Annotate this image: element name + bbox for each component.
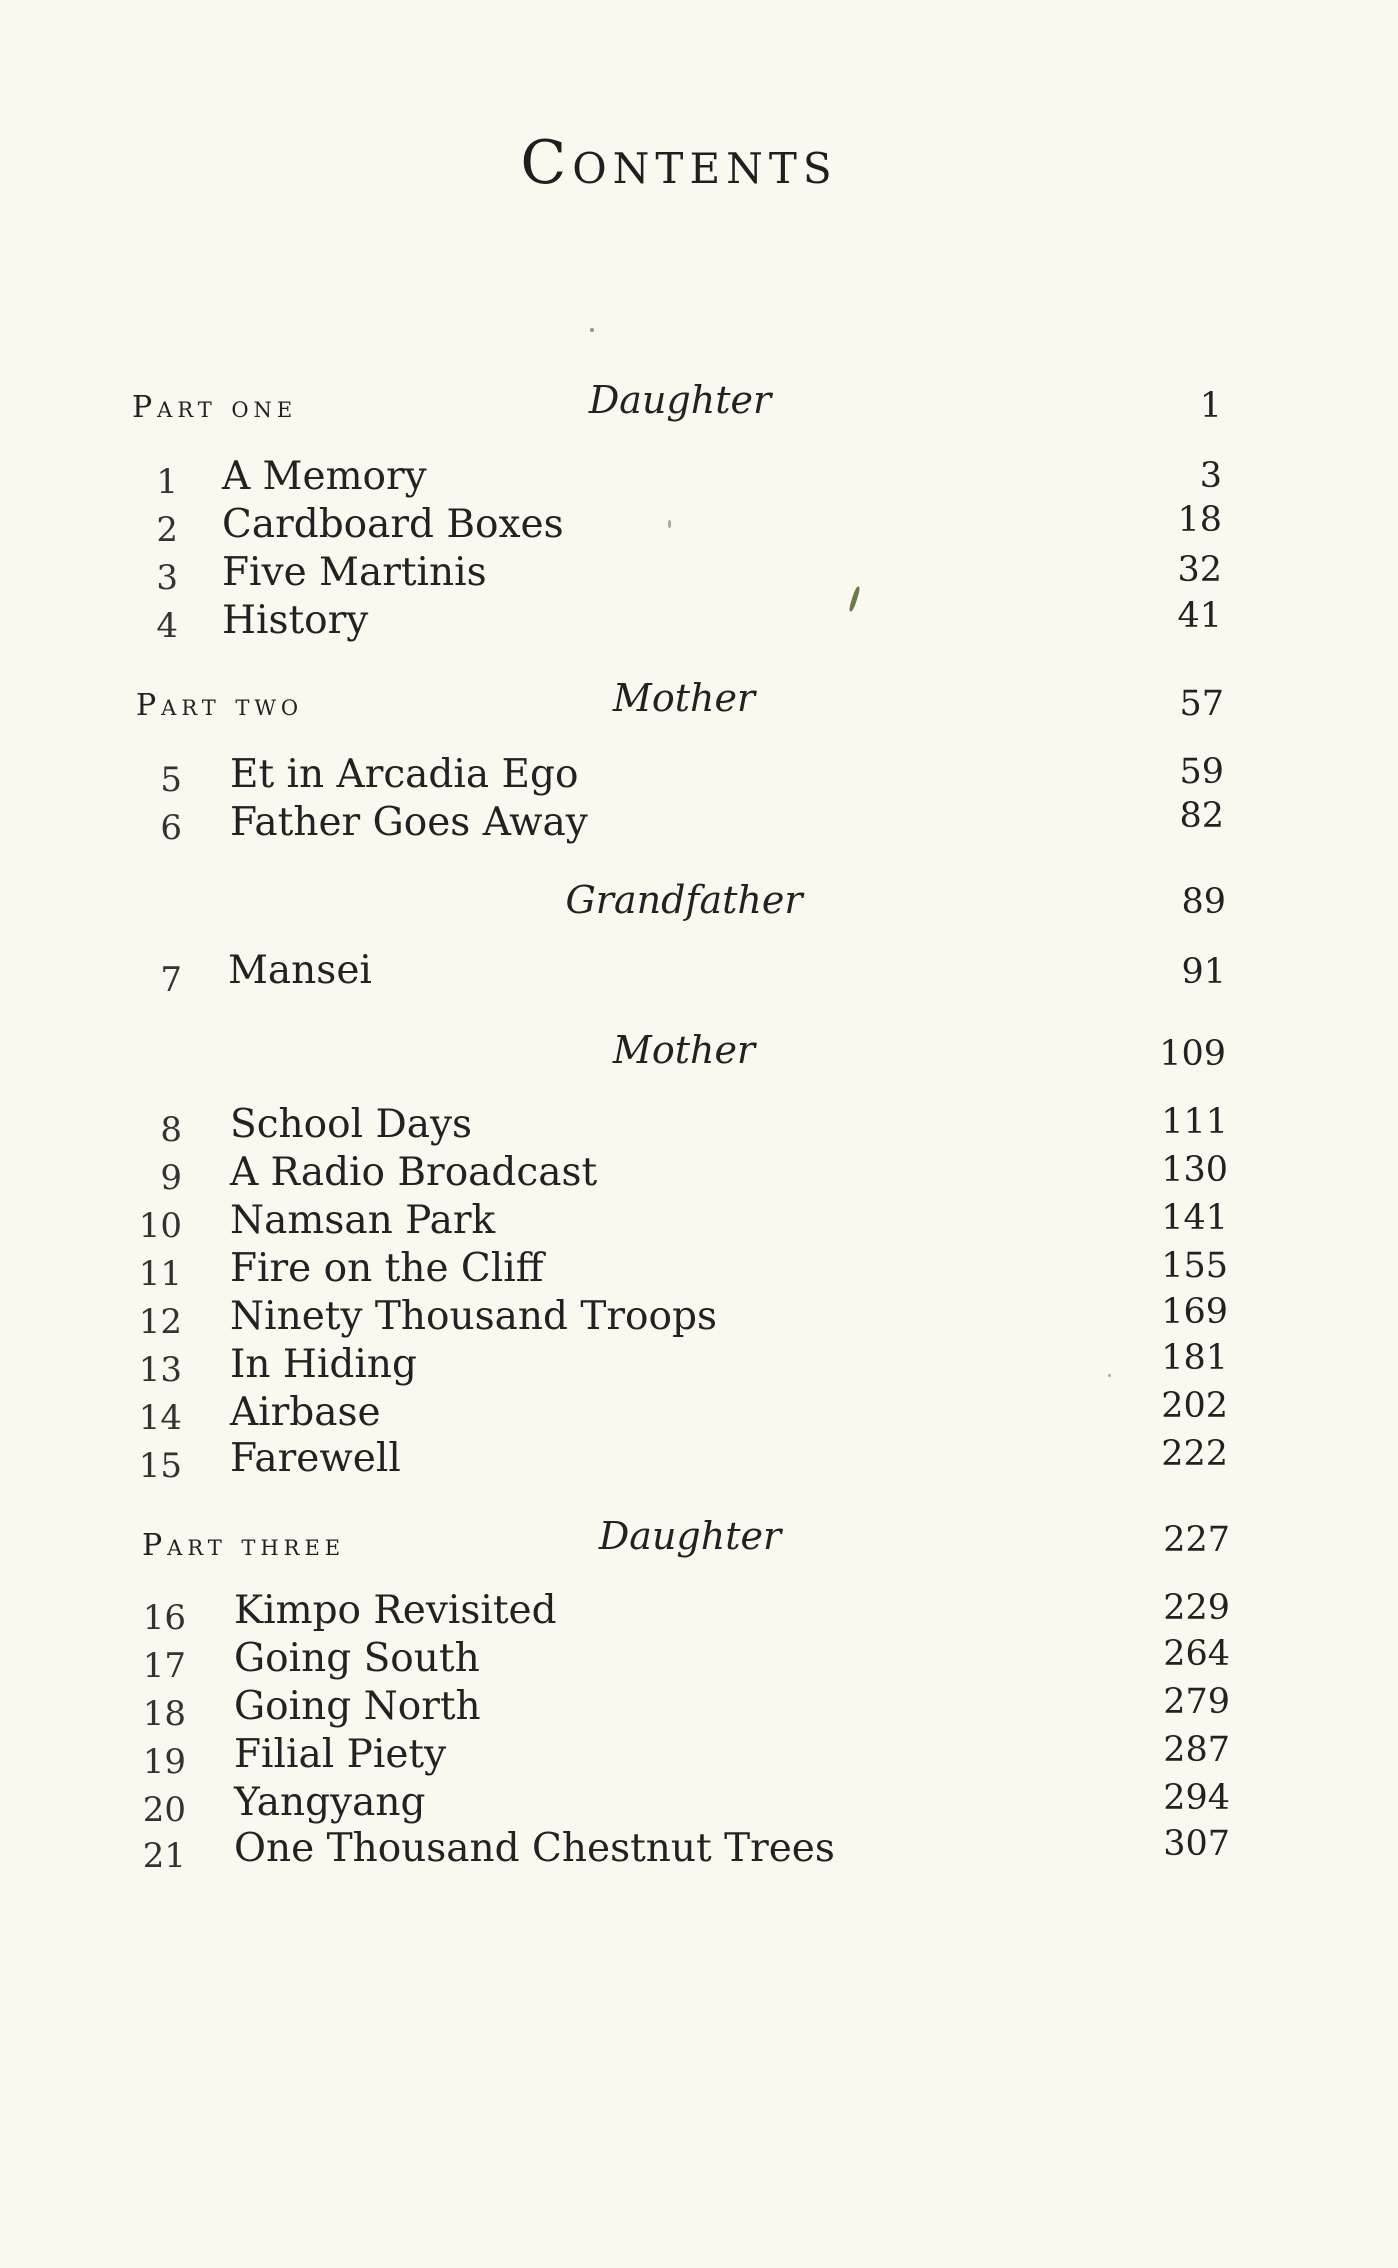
chapter-6-title: Father Goes Away bbox=[230, 800, 588, 845]
chapter-8-page: 111 bbox=[1161, 1102, 1228, 1142]
chapter-9-page: 130 bbox=[1161, 1150, 1228, 1190]
chapter-6-page: 82 bbox=[1179, 796, 1224, 836]
chapter-1-title: A Memory bbox=[222, 454, 427, 499]
paper-speck bbox=[1108, 1374, 1111, 1377]
mother-subtitle: Mother bbox=[612, 1028, 756, 1072]
chapter-10-title: Namsan Park bbox=[230, 1198, 496, 1243]
paper-speck bbox=[848, 586, 861, 612]
chapter-19-page: 287 bbox=[1163, 1730, 1230, 1770]
chapter-14-number: 14 bbox=[138, 1398, 182, 1438]
paper-speck bbox=[590, 328, 594, 332]
part-three-page: 227 bbox=[1163, 1520, 1230, 1560]
chapter-12-page: 169 bbox=[1161, 1292, 1228, 1332]
chapter-15-title: Farewell bbox=[230, 1436, 401, 1481]
chapter-2-number: 2 bbox=[156, 510, 178, 550]
chapter-3-number: 3 bbox=[156, 558, 178, 598]
chapter-9-number: 9 bbox=[160, 1158, 182, 1198]
grandfather-page: 89 bbox=[1181, 882, 1226, 922]
chapter-4-page: 41 bbox=[1177, 596, 1222, 636]
chapter-2-page: 18 bbox=[1177, 500, 1222, 540]
chapter-7-page: 91 bbox=[1181, 952, 1226, 992]
chapter-1-page: 3 bbox=[1199, 456, 1222, 496]
chapter-18-number: 18 bbox=[142, 1694, 186, 1734]
chapter-21-page: 307 bbox=[1163, 1824, 1230, 1864]
chapter-7-title: Mansei bbox=[228, 948, 372, 993]
chapter-6-number: 6 bbox=[160, 808, 182, 848]
chapter-13-number: 13 bbox=[138, 1350, 182, 1390]
chapter-10-number: 10 bbox=[138, 1206, 182, 1246]
mother-page: 109 bbox=[1159, 1034, 1226, 1074]
part-one-subtitle: Daughter bbox=[588, 378, 772, 422]
paper-speck bbox=[668, 520, 671, 528]
chapter-11-page: 155 bbox=[1161, 1246, 1228, 1286]
part-two-subtitle: Mother bbox=[612, 676, 756, 720]
chapter-18-page: 279 bbox=[1163, 1682, 1230, 1722]
chapter-16-page: 229 bbox=[1163, 1588, 1230, 1628]
chapter-4-number: 4 bbox=[156, 606, 178, 646]
chapter-20-page: 294 bbox=[1163, 1778, 1230, 1818]
chapter-21-title: One Thousand Chestnut Trees bbox=[234, 1826, 835, 1871]
chapter-5-title: Et in Arcadia Ego bbox=[230, 752, 579, 797]
chapter-3-title: Five Martinis bbox=[222, 550, 487, 595]
chapter-17-title: Going South bbox=[234, 1636, 480, 1681]
chapter-9-title: A Radio Broadcast bbox=[230, 1150, 598, 1195]
chapter-20-title: Yangyang bbox=[234, 1780, 426, 1825]
chapter-17-page: 264 bbox=[1163, 1634, 1230, 1674]
chapter-19-title: Filial Piety bbox=[234, 1732, 447, 1777]
chapter-13-page: 181 bbox=[1161, 1338, 1228, 1378]
chapter-20-number: 20 bbox=[142, 1790, 186, 1830]
chapter-14-page: 202 bbox=[1161, 1386, 1228, 1426]
grandfather-subtitle: Grandfather bbox=[565, 878, 803, 922]
chapter-3-page: 32 bbox=[1177, 550, 1222, 590]
chapter-15-number: 15 bbox=[138, 1446, 182, 1486]
chapter-8-title: School Days bbox=[230, 1102, 473, 1147]
chapter-16-number: 16 bbox=[142, 1598, 186, 1638]
chapter-11-number: 11 bbox=[138, 1254, 182, 1294]
part-two-label: Part two bbox=[136, 688, 304, 723]
chapter-12-number: 12 bbox=[138, 1302, 182, 1342]
chapter-14-title: Airbase bbox=[230, 1390, 381, 1435]
part-one-label: Part one bbox=[132, 390, 298, 425]
chapter-1-number: 1 bbox=[156, 462, 178, 502]
chapter-2-title: Cardboard Boxes bbox=[222, 502, 564, 547]
chapter-18-title: Going North bbox=[234, 1684, 481, 1729]
chapter-21-number: 21 bbox=[142, 1836, 186, 1876]
part-one-page: 1 bbox=[1199, 386, 1222, 426]
chapter-7-number: 7 bbox=[160, 960, 182, 1000]
chapter-17-number: 17 bbox=[142, 1646, 186, 1686]
chapter-10-page: 141 bbox=[1161, 1198, 1228, 1238]
chapter-11-title: Fire on the Cliff bbox=[230, 1246, 544, 1291]
chapter-12-title: Ninety Thousand Troops bbox=[230, 1294, 717, 1339]
chapter-5-number: 5 bbox=[160, 760, 182, 800]
chapter-16-title: Kimpo Revisited bbox=[234, 1588, 557, 1633]
part-two-page: 57 bbox=[1179, 684, 1224, 724]
page-title: Contents bbox=[520, 128, 838, 198]
chapter-13-title: In Hiding bbox=[230, 1342, 417, 1387]
part-three-label: Part three bbox=[142, 1528, 346, 1563]
chapter-4-title: History bbox=[222, 598, 369, 643]
chapter-19-number: 19 bbox=[142, 1742, 186, 1782]
part-three-subtitle: Daughter bbox=[598, 1514, 782, 1558]
chapter-8-number: 8 bbox=[160, 1110, 182, 1150]
chapter-15-page: 222 bbox=[1161, 1434, 1228, 1474]
chapter-5-page: 59 bbox=[1179, 752, 1224, 792]
